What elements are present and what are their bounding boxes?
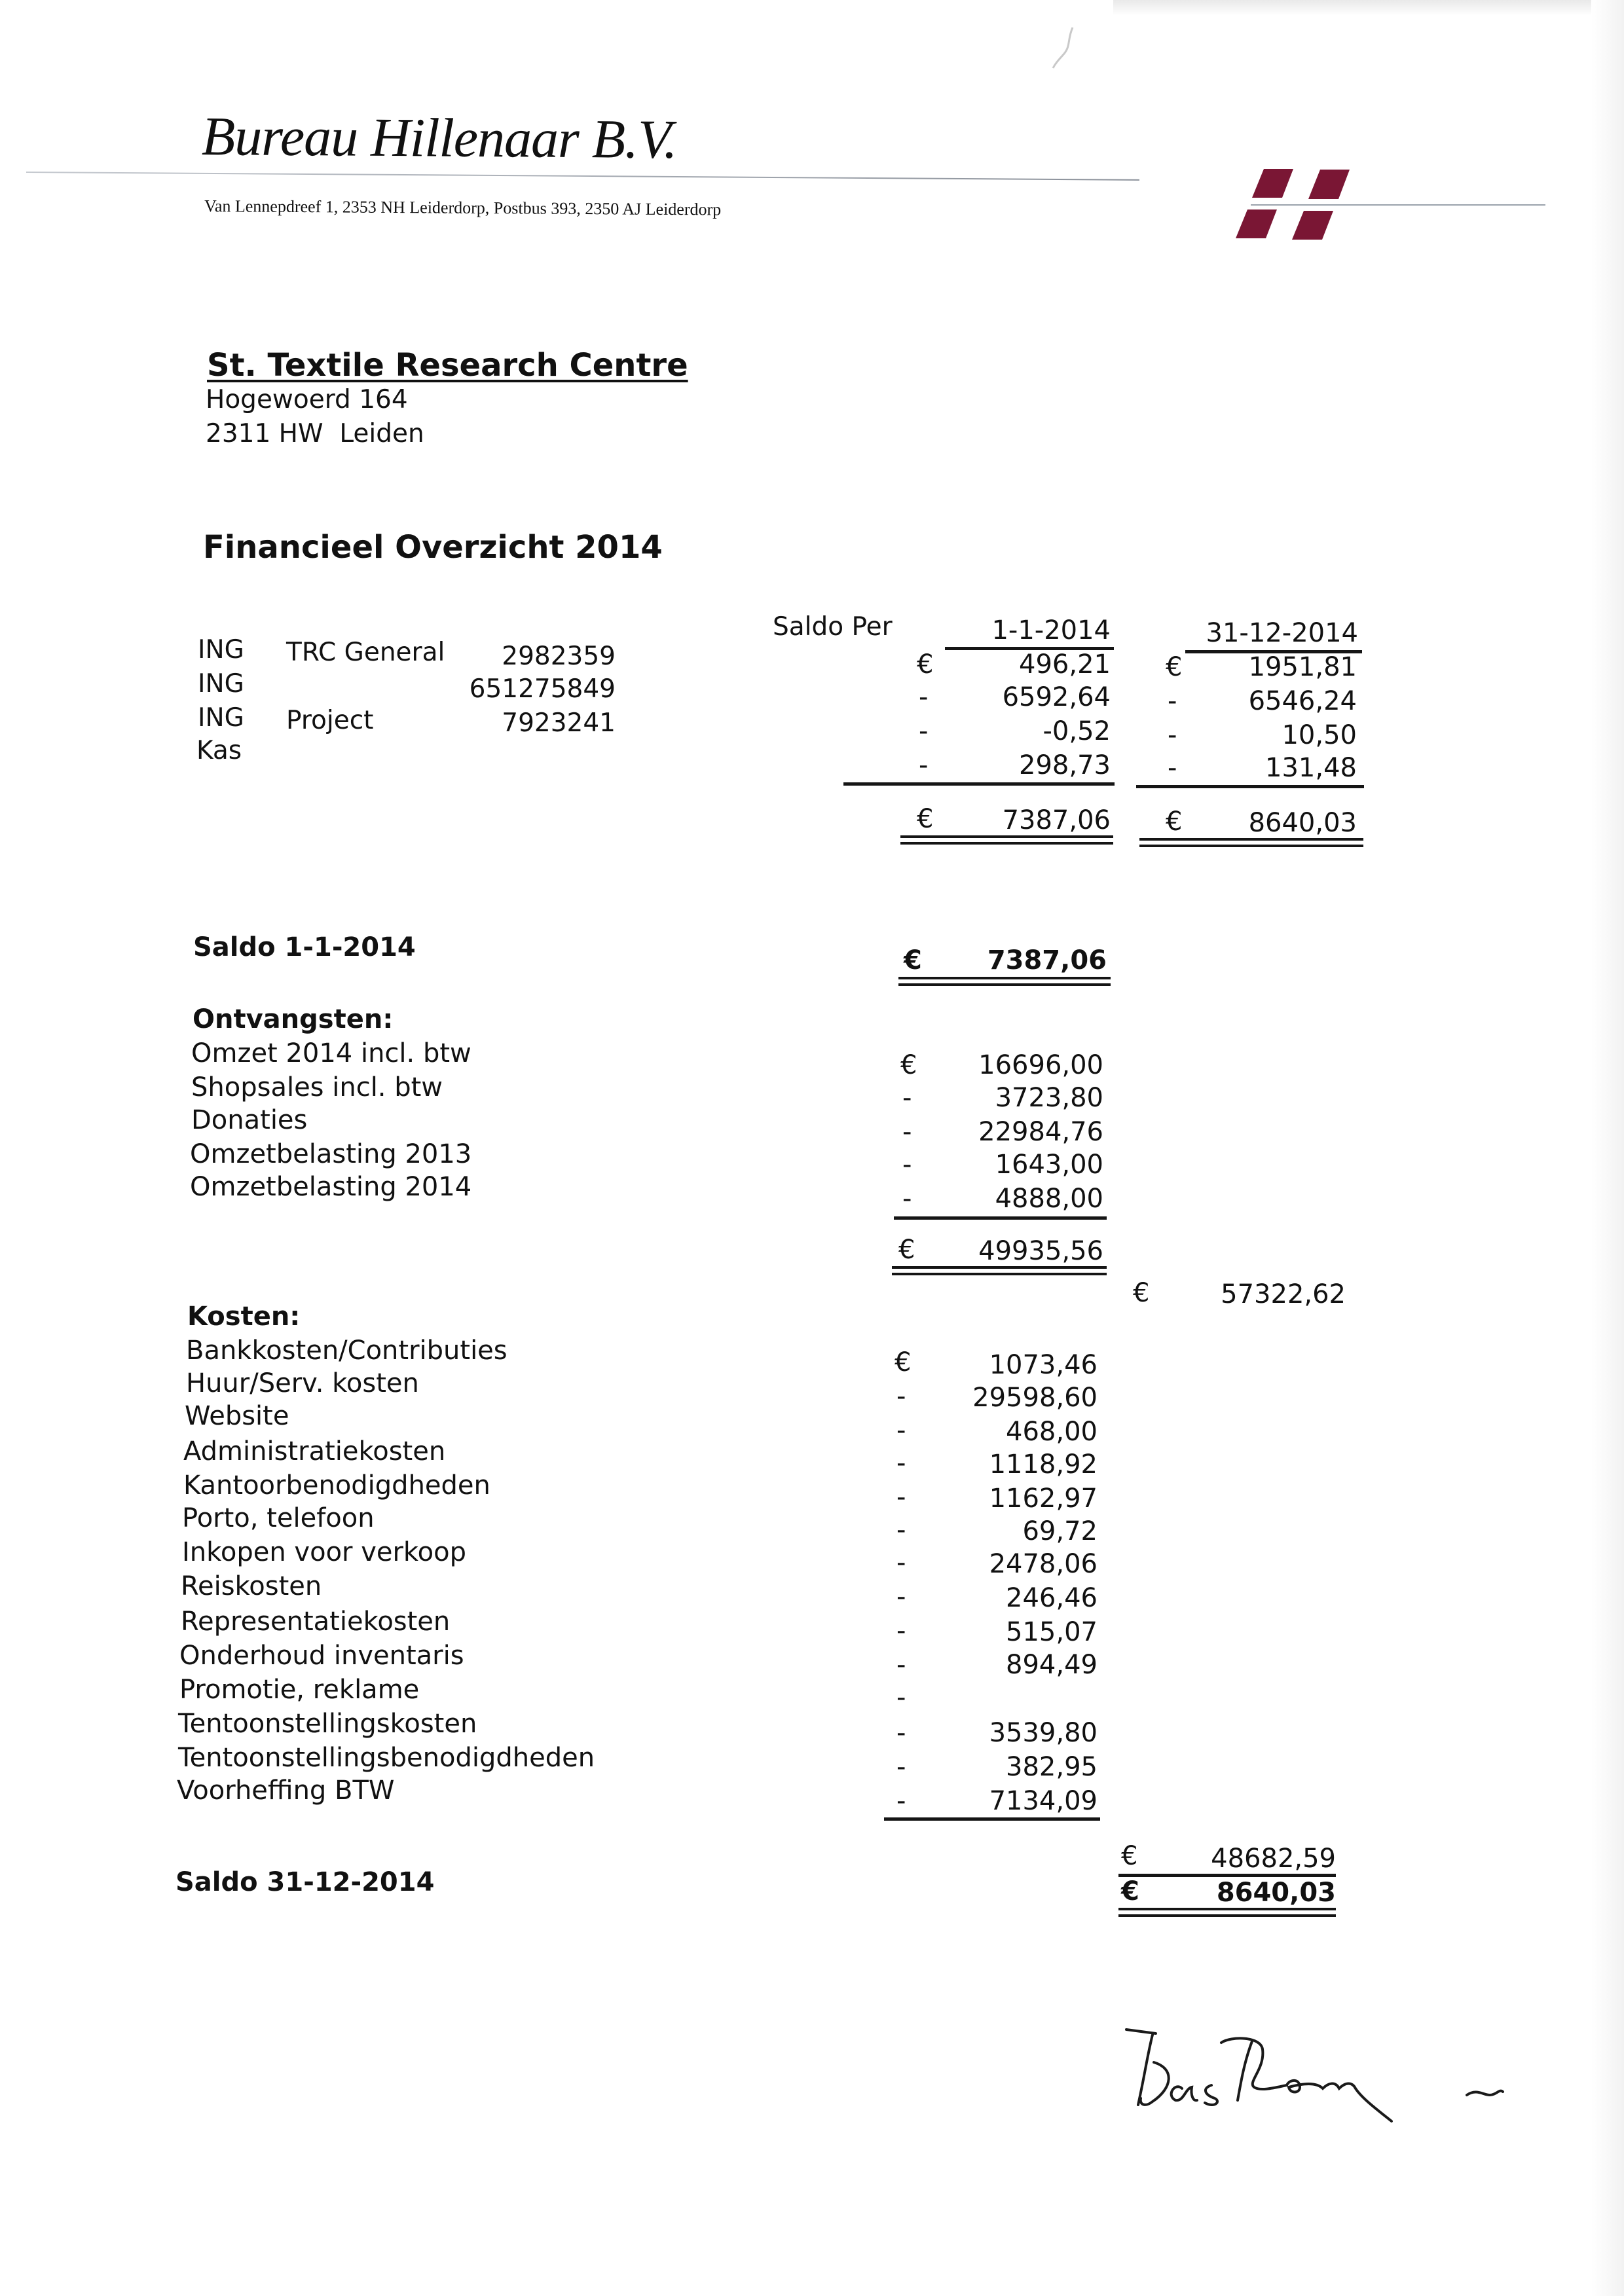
total-end: 8640,03 bbox=[1248, 808, 1357, 838]
income-item-amount: 1643,00 bbox=[995, 1150, 1103, 1180]
balance-end: 6546,24 bbox=[1248, 686, 1357, 716]
account-name: Project bbox=[286, 706, 374, 735]
cost-item-label: Tentoonstellingskosten bbox=[178, 1709, 477, 1739]
cost-item-currency: - bbox=[896, 1752, 906, 1782]
cost-item-currency: - bbox=[896, 1381, 906, 1412]
recipient-street: Hogewoerd 164 bbox=[206, 385, 408, 414]
cost-item-amount: 1162,97 bbox=[989, 1484, 1098, 1514]
document-title: Financieel Overzicht 2014 bbox=[203, 529, 663, 566]
currency-end: - bbox=[1168, 686, 1177, 716]
closing-balance-label: Saldo 31-12-2014 bbox=[175, 1867, 435, 1897]
cost-item-label: Voorheffing BTW bbox=[177, 1776, 395, 1806]
currency-start: - bbox=[919, 682, 929, 712]
cost-item-label: Huur/Serv. kosten bbox=[186, 1368, 419, 1398]
cost-item-label: Porto, telefoon bbox=[182, 1503, 375, 1533]
scan-shadow-right bbox=[1591, 0, 1624, 2296]
cost-item-currency: - bbox=[896, 1415, 906, 1446]
cost-item-currency: - bbox=[896, 1616, 906, 1646]
income-item-currency: - bbox=[902, 1150, 912, 1180]
cost-item-label: Promotie, reklame bbox=[179, 1675, 420, 1705]
currency-end: - bbox=[1168, 753, 1177, 783]
currency-end: € bbox=[1166, 652, 1183, 682]
income-total-currency: € bbox=[898, 1235, 915, 1265]
cost-item-label: Bankkosten/Contributies bbox=[186, 1336, 507, 1366]
costs-total-amount: 48682,59 bbox=[1211, 1844, 1336, 1874]
account-name: TRC General bbox=[286, 638, 445, 667]
balance-end: 1951,81 bbox=[1248, 652, 1357, 682]
recipient-name: St. Textile Research Centre bbox=[207, 347, 688, 384]
cost-item-label: Representatiekosten bbox=[181, 1607, 451, 1637]
opening-double-rule bbox=[898, 977, 1111, 986]
cost-item-amount: 1073,46 bbox=[989, 1350, 1098, 1380]
income-item-label: Donaties bbox=[191, 1105, 308, 1135]
pen-mark-icon bbox=[1048, 13, 1113, 79]
cost-item-label: Tentoonstellingsbenodigdheden bbox=[178, 1743, 595, 1773]
company-logo-icon bbox=[1231, 164, 1356, 242]
account-number: 2982359 bbox=[502, 642, 616, 671]
account-number: 651275849 bbox=[469, 674, 616, 704]
cost-item-amount: 894,49 bbox=[1006, 1650, 1098, 1680]
signature-icon bbox=[1113, 1990, 1506, 2134]
currency-total-start: € bbox=[917, 804, 934, 834]
costs-subtotal-rule bbox=[884, 1817, 1100, 1821]
cost-item-amount: 246,46 bbox=[1006, 1583, 1098, 1613]
cost-item-currency: - bbox=[896, 1482, 906, 1512]
cost-item-currency: - bbox=[896, 1548, 906, 1578]
cost-item-currency: - bbox=[896, 1582, 906, 1612]
cost-item-label: Administratiekosten bbox=[183, 1436, 446, 1467]
cost-item-label: Kantoorbenodigdheden bbox=[183, 1470, 490, 1501]
income-item-amount: 16696,00 bbox=[978, 1050, 1103, 1080]
account-bank: ING bbox=[198, 703, 244, 733]
opening-amount: 7387,06 bbox=[987, 945, 1107, 975]
scan-shadow bbox=[1113, 0, 1624, 16]
closing-currency: € bbox=[1121, 1876, 1139, 1906]
income-item-currency: - bbox=[902, 1184, 912, 1214]
total-double-rule-end bbox=[1139, 838, 1363, 847]
cost-item-amount: 7134,09 bbox=[989, 1786, 1098, 1816]
company-address: Van Lennepdreef 1, 2353 NH Leiderdorp, Postbus 393, 2350 AJ Leiderdorp bbox=[204, 196, 722, 219]
balance-start: 6592,64 bbox=[1002, 682, 1111, 712]
income-item-label: Omzetbelasting 2013 bbox=[190, 1139, 472, 1169]
balance-start: 298,73 bbox=[1019, 750, 1111, 780]
income-heading: Ontvangsten: bbox=[193, 1004, 394, 1034]
income-item-amount: 4888,00 bbox=[995, 1184, 1103, 1214]
cost-item-label: Website bbox=[185, 1401, 289, 1431]
cost-item-currency: € bbox=[895, 1347, 912, 1377]
recipient-city: 2311 HW Leiden bbox=[206, 419, 424, 448]
cost-item-amount: 1118,92 bbox=[989, 1449, 1098, 1480]
cost-item-currency: - bbox=[896, 1448, 906, 1478]
income-item-currency: - bbox=[902, 1083, 912, 1113]
running-total-currency: € bbox=[1133, 1278, 1150, 1308]
currency-end: - bbox=[1168, 720, 1177, 750]
income-item-currency: € bbox=[900, 1050, 917, 1080]
balance-end: 10,50 bbox=[1282, 720, 1357, 750]
income-item-amount: 22984,76 bbox=[978, 1117, 1103, 1147]
cost-item-amount: 2478,06 bbox=[989, 1549, 1098, 1579]
currency-total-end: € bbox=[1166, 807, 1183, 837]
currency-start: - bbox=[919, 750, 929, 780]
account-bank: ING bbox=[198, 669, 244, 699]
currency-start: € bbox=[917, 649, 934, 680]
balance-start: 496,21 bbox=[1019, 649, 1111, 680]
income-item-label: Shopsales incl. btw bbox=[191, 1072, 443, 1102]
income-subtotal-rule bbox=[894, 1216, 1107, 1220]
cost-item-currency: - bbox=[896, 1683, 906, 1713]
cost-item-amount: 382,95 bbox=[1006, 1752, 1098, 1782]
company-name: Bureau Hillenaar B.V. bbox=[201, 106, 677, 171]
col-header-end: 31-12-2014 bbox=[1206, 618, 1358, 648]
cost-item-label: Onderhoud inventaris bbox=[179, 1641, 464, 1671]
cost-item-amount: 515,07 bbox=[1006, 1617, 1098, 1647]
cost-item-currency: - bbox=[896, 1786, 906, 1816]
costs-heading: Kosten: bbox=[187, 1302, 301, 1332]
cost-item-currency: - bbox=[896, 1718, 906, 1748]
subtotal-rule-end bbox=[1136, 785, 1364, 788]
income-double-rule bbox=[892, 1266, 1107, 1275]
cost-item-label: Inkopen voor verkoop bbox=[182, 1537, 467, 1567]
income-item-currency: - bbox=[902, 1117, 912, 1147]
saldo-per-label: Saldo Per bbox=[773, 612, 893, 642]
cost-item-currency: - bbox=[896, 1515, 906, 1545]
balance-end: 131,48 bbox=[1265, 753, 1357, 783]
cost-item-label: Reiskosten bbox=[181, 1571, 322, 1601]
cost-item-amount: 3539,80 bbox=[989, 1718, 1098, 1748]
income-item-amount: 3723,80 bbox=[995, 1083, 1103, 1113]
account-bank: ING bbox=[198, 635, 244, 665]
total-start: 7387,06 bbox=[1002, 805, 1111, 835]
cost-item-amount: 69,72 bbox=[1022, 1516, 1098, 1546]
closing-double-rule bbox=[1118, 1908, 1336, 1917]
col-header-start: 1-1-2014 bbox=[991, 615, 1111, 646]
cost-item-currency: - bbox=[896, 1650, 906, 1680]
account-number: 7923241 bbox=[502, 708, 616, 738]
costs-total-rule bbox=[1118, 1874, 1336, 1877]
cost-item-amount: 29598,60 bbox=[972, 1383, 1098, 1413]
header-divider bbox=[26, 172, 1139, 181]
running-total-amount: 57322,62 bbox=[1221, 1279, 1346, 1309]
closing-amount: 8640,03 bbox=[1216, 1878, 1336, 1908]
costs-total-currency: € bbox=[1121, 1841, 1138, 1871]
income-item-label: Omzetbelasting 2014 bbox=[190, 1172, 472, 1202]
subtotal-rule-start bbox=[843, 782, 1115, 786]
account-bank: Kas bbox=[196, 736, 242, 765]
income-total-amount: 49935,56 bbox=[978, 1236, 1103, 1266]
total-double-rule-start bbox=[900, 835, 1113, 845]
balance-start: -0,52 bbox=[1043, 716, 1111, 746]
opening-currency: € bbox=[904, 945, 922, 975]
cost-item-amount: 468,00 bbox=[1006, 1417, 1098, 1447]
opening-balance-label: Saldo 1-1-2014 bbox=[193, 932, 416, 962]
currency-start: - bbox=[919, 716, 929, 746]
income-item-label: Omzet 2014 incl. btw bbox=[191, 1038, 471, 1068]
